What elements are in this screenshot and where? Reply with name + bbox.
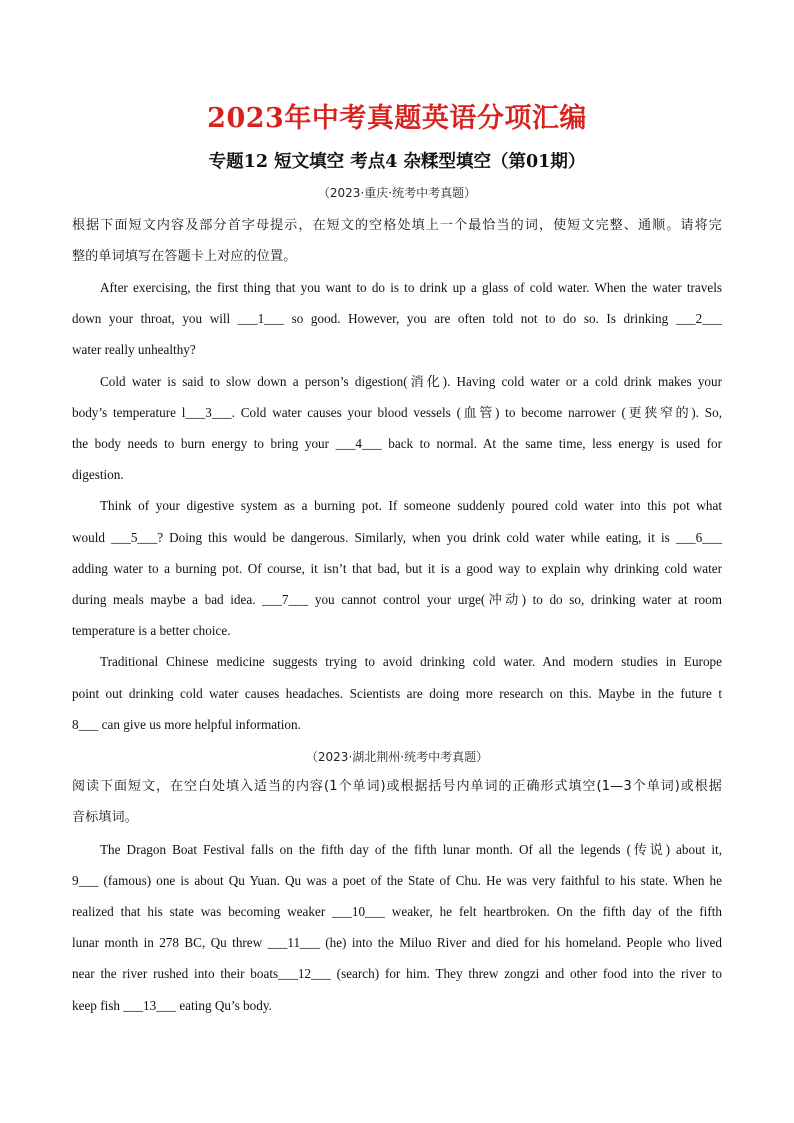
passage1-line: the body needs to burn energy to bring your ___4___ back to normal. At the same time, less energy is used for bbox=[72, 436, 722, 451]
page-title: 2023年中考真题英语分项汇编 bbox=[207, 103, 587, 134]
passage1-line: temperature is a better choice. bbox=[72, 623, 231, 638]
passage2-line: keep fish ___13___ eating Qu’s body. bbox=[72, 998, 272, 1013]
passage1-line: would ___5___? Doing this would be dangerous. Similarly, when you drink cold water while eating, it is ___6___ bbox=[72, 530, 722, 545]
passage2-line: 9___ (famous) one is about Qu Yuan. Qu was a poet of the State of Chu. He was very faithful to his state. When he bbox=[72, 873, 722, 888]
passage2-line: near the river rushed into their boats___12___ (search) for him. They threw zongzi and other food into the river to bbox=[72, 966, 722, 981]
passage1-line: digestion. bbox=[72, 467, 124, 482]
passage1-line: Think of your digestive system as a burning pot. If someone suddenly poured cold water into this pot what bbox=[100, 498, 722, 513]
passage1-line: point out drinking cold water causes headaches. Scientists are doing more research on this. Maybe in the future t bbox=[72, 686, 722, 701]
section1-source: （2023·重庆·统考中考真题） bbox=[317, 186, 477, 200]
page-subtitle: 专题12 短文填空 考点4 杂糅型填空（第01期） bbox=[208, 152, 586, 172]
passage1-line: during meals maybe a bad idea. ___7___ you cannot control your urge(冲动) to do so, drinking water at room bbox=[72, 592, 722, 607]
section1-instruction-line: 整的单词填写在答题卡上对应的位置。 bbox=[72, 249, 297, 264]
passage1-line: Cold water is said to slow down a person’s digestion(消化). Having cold water or a cold drink makes your bbox=[100, 374, 722, 389]
passage1-line: 8___ can give us more helpful information. bbox=[72, 717, 301, 732]
passage1-line: After exercising, the first thing that you want to do is to drink up a glass of cold water. When the water travels bbox=[100, 280, 722, 295]
passage1-line: body’s temperature l___3___. Cold water causes your blood vessels (血管) to become narrower (更狭窄的). So, bbox=[72, 405, 722, 420]
passage1-line: down your throat, you will ___1___ so good. However, you are often told not to do so. Is drinking ___2___ bbox=[72, 311, 722, 326]
section2-instruction-line: 音标填词。 bbox=[72, 810, 139, 825]
section1-instruction-line: 根据下面短文内容及部分首字母提示，在短文的空格处填上一个最恰当的词，使短文完整、通顺。请将完 bbox=[72, 218, 722, 233]
passage1-line: water really unhealthy? bbox=[72, 342, 196, 357]
passage2-line: realized that his state was becoming weaker ___10___ weaker, he felt heartbroken. On the fifth day of the fifth bbox=[72, 904, 722, 919]
section2-source: （2023·湖北荆州·统考中考真题） bbox=[305, 750, 489, 764]
passage1-line: Traditional Chinese medicine suggests trying to avoid drinking cold water. And modern studies in Europe bbox=[100, 654, 722, 669]
passage1-line: adding water to a burning pot. Of course, it isn’t that bad, but it is a good way to explain why drinking cold water bbox=[72, 561, 722, 576]
section2-instruction-line: 阅读下面短文，在空白处填入适当的内容(1个单词)或根据括号内单词的正确形式填空(1—3个单词)或根据 bbox=[72, 779, 722, 794]
passage2-line: The Dragon Boat Festival falls on the fifth day of the fifth lunar month. Of all the legends (传说) about it, bbox=[100, 842, 722, 857]
passage2-line: lunar month in 278 BC, Qu threw ___11___ (he) into the Miluo River and died for his homeland. People who lived bbox=[72, 935, 722, 950]
